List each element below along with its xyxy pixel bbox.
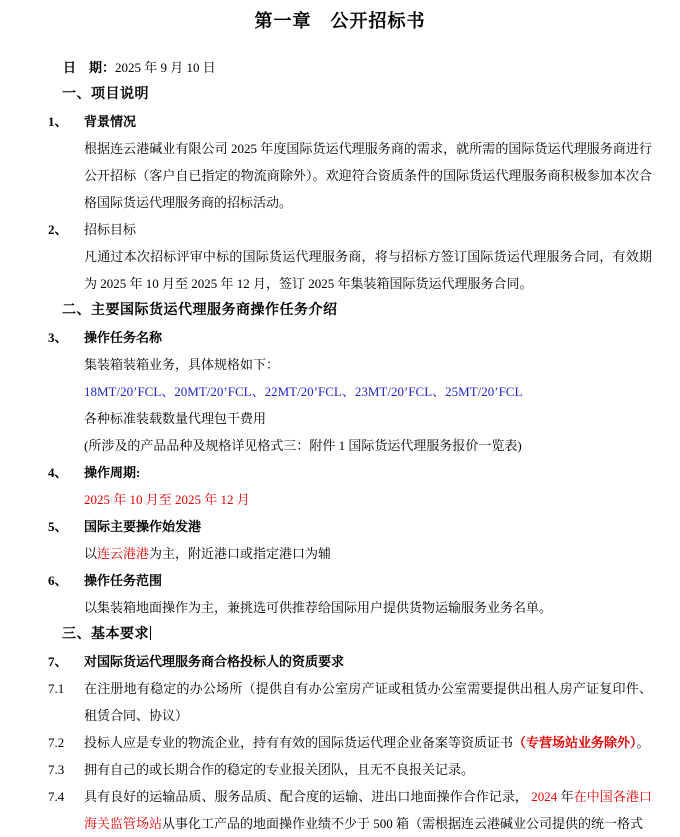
item-4-period: 2025 年 10 月至 2025 年 12 月 bbox=[84, 492, 250, 507]
item-7-1-body: 在注册地有稳定的办公场所（提供自有办公室房产证或租赁办公室需要提供出租人房产证复印件、租赁合同、协议） bbox=[84, 681, 652, 723]
item-7-2-body-pre: 投标人应是专业的物流企业，持有有效的国际货运代理企业备案等资质证书 bbox=[84, 735, 514, 750]
item-7-number: 7、 bbox=[48, 654, 68, 669]
item-7-4-number: 7.4 bbox=[48, 789, 65, 804]
item-6-title: 操作任务范围 bbox=[84, 573, 163, 588]
item-2-title: 招标目标 bbox=[84, 222, 137, 237]
item-2-body: 凡通过本次招标评审中标的国际货运代理服务商，将与招标方签订国际货运代理服务合同，有效期为 2025 年 10 月至 2025 年 12 月，签订 2025 年集装箱国际货运代理服务合同。 bbox=[84, 249, 652, 291]
section-heading-3 bbox=[62, 621, 680, 648]
item-5-number: 5、 bbox=[48, 519, 68, 534]
item-7-3-body: 拥有自己的或长期合作的稳定的专业报关团队，且无不良报关记录。 bbox=[84, 762, 475, 777]
item-7-2 bbox=[48, 729, 652, 756]
item-5-body bbox=[84, 540, 652, 567]
item-7-1 bbox=[48, 675, 652, 729]
item-3-line4: (所涉及的产品品种及规格详见格式三：附件 1 国际货运代理服务报价一览表) bbox=[84, 438, 522, 453]
item-6-number: 6、 bbox=[48, 573, 68, 588]
page-title: 第一章 公开招标书 bbox=[254, 11, 426, 31]
item-5-body-pre: 以 bbox=[84, 546, 98, 561]
item-6-body: 以集装箱地面操作为主，兼挑选可供推荐给国际用户提供货物运输服务业务名单。 bbox=[84, 600, 553, 615]
item-7-4-red-ports: 在中国各港口海关监管场站 bbox=[84, 789, 652, 831]
item-2-heading bbox=[48, 216, 680, 243]
item-1-heading bbox=[48, 108, 680, 135]
date-value: 2025 年 9 月 10 日 bbox=[115, 60, 216, 75]
item-3-heading bbox=[48, 324, 680, 351]
date-line bbox=[63, 54, 680, 81]
item-1-title: 背景情况 bbox=[84, 114, 137, 129]
date-label: 日 期： bbox=[63, 60, 116, 75]
item-7-4-body-post: 从事化工产品的地面操作业绩不少于 500 箱（需根据连云港碱业公司提供的统一格式 bbox=[162, 816, 644, 831]
item-1-number: 1、 bbox=[48, 114, 68, 129]
item-6-heading bbox=[48, 567, 680, 594]
item-3-number: 3、 bbox=[48, 330, 68, 345]
item-7-heading bbox=[48, 648, 680, 675]
item-5-body-post: 为主，附近港口或指定港口为辅 bbox=[149, 546, 332, 561]
item-5-body-red: 连云港港 bbox=[97, 546, 150, 561]
item-7-2-number: 7.2 bbox=[48, 735, 65, 750]
section-heading-2: 二、主要国际货运代理服务商操作任务介绍 bbox=[62, 303, 338, 318]
item-3-title: 操作任务名称 bbox=[84, 330, 163, 345]
item-7-2-body-post: 。 bbox=[636, 735, 650, 750]
section-heading-1: 一、项目说明 bbox=[62, 87, 149, 102]
item-5-heading bbox=[48, 513, 680, 540]
item-7-1-number: 7.1 bbox=[48, 681, 65, 696]
item-7-4-mid: 年 bbox=[557, 789, 574, 804]
item-5-title: 国际主要操作始发港 bbox=[84, 519, 202, 534]
item-7-4-red-year: 2024 bbox=[531, 789, 558, 804]
item-7-3-number: 7.3 bbox=[48, 762, 65, 777]
item-7-4 bbox=[48, 783, 652, 837]
item-3-line1: 集装箱装箱业务，具体规格如下： bbox=[84, 357, 280, 372]
section-heading-3-text: 三、基本要求 bbox=[62, 627, 149, 642]
item-4-heading bbox=[48, 459, 680, 486]
item-3-line3: 各种标准装载数量代理包干费用 bbox=[84, 411, 267, 426]
item-7-4-body-pre: 具有良好的运输品质、服务品质、配合度的运输、进出口地面操作合作记录， bbox=[84, 789, 532, 804]
item-7-title: 对国际货运代理服务商合格投标人的资质要求 bbox=[84, 654, 345, 669]
item-3-container-specs: 18MT/20’FCL、20MT/20’FCL、22MT/20’FCL、23MT/20’FCL、25MT/20’FCL bbox=[84, 384, 523, 399]
item-7-3 bbox=[48, 756, 652, 783]
item-4-number: 4、 bbox=[48, 465, 68, 480]
item-7-2-body-red: （专营场站业务除外） bbox=[513, 735, 637, 750]
item-2-number: 2、 bbox=[48, 222, 68, 237]
item-1-body: 根据连云港碱业有限公司 2025 年度国际货运代理服务商的需求，就所需的国际货运代理服务商进行公开招标（客户自已指定的物流商除外）。欢迎符合资质条件的国际货运代理服务商积极参加本次合格国际货运代理服务商的招标活动。 bbox=[84, 141, 652, 210]
item-4-title: 操作周期: bbox=[84, 465, 141, 480]
text-cursor bbox=[150, 626, 151, 640]
